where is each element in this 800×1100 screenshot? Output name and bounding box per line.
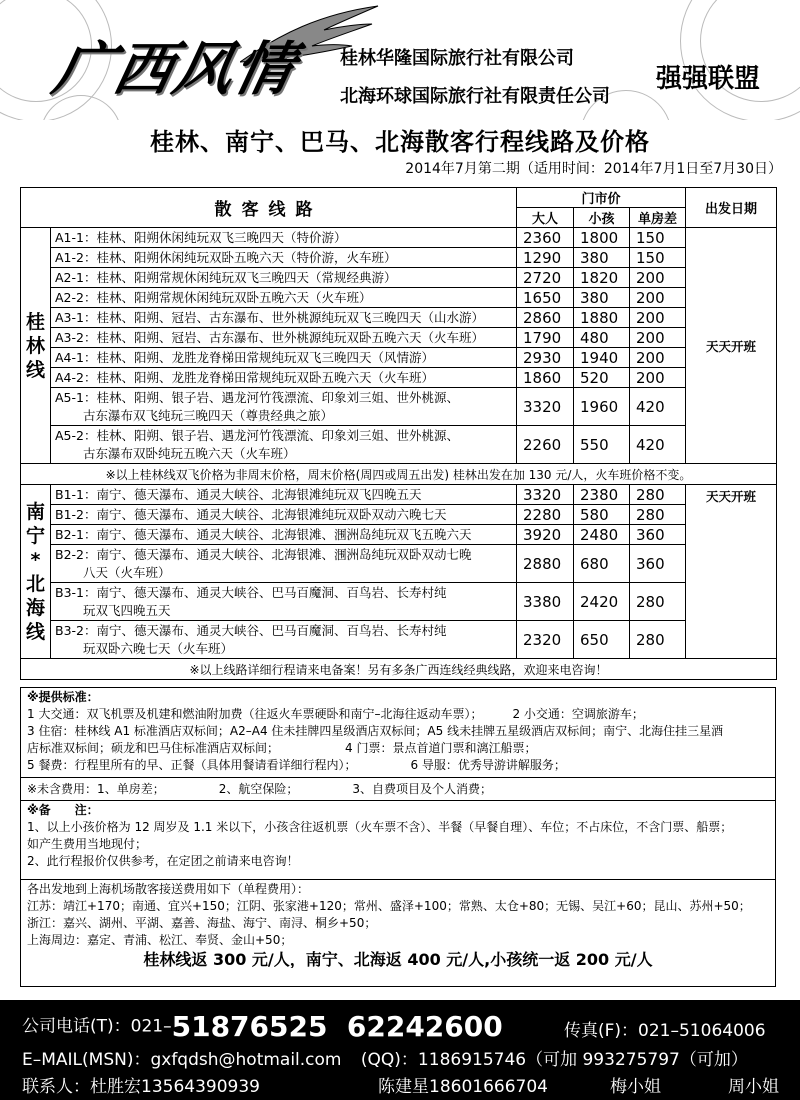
transfer-line: 上海周边：嘉定、青浦、松江、奉贤、金山+50； — [27, 933, 293, 947]
route-name: A4-1：桂林、阳朔、龙胜龙脊梯田常规纯玩双飞三晚四天（风情游） — [51, 348, 517, 368]
route-line-2: 八天（火车班） — [83, 564, 171, 580]
route-line-1: B2-2：南宁、德天瀑布、通灵大峡谷、北海银滩、涠洲岛纯玩双卧双动七晚 — [55, 546, 472, 562]
adult-price: 2360 — [517, 228, 574, 248]
transfer-total: 桂林线返 300 元/人，南宁、北海返 400 元/人,小孩统一返 200 元/人 — [143, 951, 653, 968]
table-row — [21, 328, 777, 348]
route-name: A1-1：桂林、阳朔休闲纯玩双飞三晚四天（特价游） — [51, 228, 517, 248]
child-header: 小孩 — [574, 208, 630, 228]
single-room-price: 200 — [630, 328, 686, 348]
standards-line: 1 大交通：双飞机票及机建和燃油附加费（往返火车票硬卧和南宁–北海往返动车票）； 2 小交通：空调旅游车； — [27, 707, 644, 721]
adult-price: 2280 — [517, 505, 574, 525]
contact-footer — [0, 1000, 800, 1100]
region-label-nanning — [21, 485, 51, 659]
logo-text: 广西风情 — [47, 35, 303, 103]
region-name: 南宁* — [26, 500, 46, 571]
child-price: 680 — [574, 545, 630, 583]
adult-price: 2880 — [517, 545, 574, 583]
contact-person-4: 周小姐 — [728, 1077, 779, 1097]
price-group-header: 门市价 — [517, 188, 686, 208]
adult-header: 大人 — [517, 208, 574, 228]
route-name — [51, 583, 517, 621]
company-name-2: 北海环球国际旅行社有限责任公司 — [340, 86, 610, 107]
header — [0, 0, 800, 120]
adult-price: 2320 — [517, 621, 574, 659]
nanning-route-note: ※以上线路详细行程请来电备案！另有多条广西连线经典线路，欢迎来电咨询！ — [21, 659, 777, 680]
route-line-2: 玩双飞四晚五天 — [83, 602, 171, 618]
adult-price: 3320 — [517, 485, 574, 505]
child-price: 380 — [574, 288, 630, 308]
remarks-section — [20, 800, 776, 880]
child-price: 2420 — [574, 583, 630, 621]
single-room-price: 280 — [630, 505, 686, 525]
remarks-title: ※备 注： — [27, 803, 99, 817]
single-room-price: 420 — [630, 426, 686, 464]
email-address[interactable]: E–MAIL(MSN)：gxfqdsh@hotmail.com — [22, 1050, 342, 1070]
adult-price: 2260 — [517, 426, 574, 464]
single-room-price: 360 — [630, 545, 686, 583]
guilin-price-note: ※以上桂林线双飞价格为非周末价格，周末价格(周四或周五出发) 桂林出发在加 130 元/人，火车班价格不变。 — [21, 464, 777, 485]
fax-number[interactable]: 传真(F)：021–51064006 — [564, 1021, 766, 1041]
table-row — [21, 485, 777, 505]
adult-price: 3920 — [517, 525, 574, 545]
route-line-1: B3-2：南宁、德天瀑布、通灵大峡谷、巴马百魔洞、百鸟岩、长寿村纯 — [55, 622, 447, 638]
table-row — [21, 545, 777, 583]
transfer-title: 各出发地到上海机场散客接送费用如下（单程费用）： — [27, 882, 310, 896]
exclusions-text: ※未含费用：1、单房差； 2、航空保险； 3、自费项目及个人消费； — [27, 782, 492, 796]
adult-price: 3380 — [517, 583, 574, 621]
adult-price: 2860 — [517, 308, 574, 328]
single-room-price: 420 — [630, 388, 686, 426]
table-row — [21, 426, 777, 464]
adult-price: 1860 — [517, 368, 574, 388]
single-room-price: 200 — [630, 368, 686, 388]
child-price: 650 — [574, 621, 630, 659]
child-price: 2380 — [574, 485, 630, 505]
child-price: 480 — [574, 328, 630, 348]
standards-line: 店标准双标间；硕龙和巴马住标准酒店双标间； 4 门票：景点首道门票和漓江船票； — [27, 741, 537, 755]
table-row — [21, 268, 777, 288]
route-name — [51, 545, 517, 583]
transfer-line: 浙江：嘉兴、湖州、平湖、嘉善、海盐、海宁、南浔、桐乡+50； — [27, 916, 377, 930]
adult-price: 3320 — [517, 388, 574, 426]
region-name: 北海线 — [26, 572, 46, 643]
transfer-line: 江苏：靖江+170；南通、宜兴+150；江阴、张家港+120；常州、盛泽+100；常熟、太仓+80；无锡、吴江+60；昆山、苏州+50； — [27, 899, 751, 913]
contact-person-1: 联系人：杜胜宏13564390939 — [22, 1077, 260, 1097]
standards-line: 3 住宿：桂林线 A1 标准酒店双标间；A2–A4 住未挂牌四星级酒店双标间；A5 线未挂牌五星级酒店双标间；南宁、北海住挂三星酒 — [27, 724, 724, 738]
qq-number[interactable]: (QQ)：1186915746（可加 993275797（可加） — [360, 1050, 748, 1070]
email-line — [22, 1045, 748, 1070]
phone-number-2[interactable]: 62242600 — [346, 1010, 503, 1043]
region-name: 桂林线 — [26, 310, 46, 381]
table-row — [21, 288, 777, 308]
standards-title: ※提供标准： — [27, 690, 99, 704]
single-room-price: 280 — [630, 621, 686, 659]
phone-label: 公司电话(T)：021– — [22, 1016, 172, 1037]
table-row — [21, 659, 777, 680]
route-name: A3-2：桂林、阳朔、冠岩、古东瀑布、世外桃源纯玩双卧五晚六天（火车班） — [51, 328, 517, 348]
route-header: 散客线路 — [21, 188, 517, 228]
departure-header: 出发日期 — [686, 188, 777, 228]
company-name-1: 桂林华隆国际旅行社有限公司 — [340, 48, 574, 69]
remarks-line: 1、以上小孩价格为 12 周岁及 1.1 米以下，小孩含往返机票（火车票不含）、半餐（早餐自理）、车位；不占床位，不含门票、船票； — [27, 820, 733, 834]
table-row — [21, 621, 777, 659]
route-name: A1-2：桂林、阳朔休闲纯玩双卧五晚六天（特价游，火车班） — [51, 248, 517, 268]
departure-nanning: 天天开班 — [686, 485, 777, 659]
contact-person-3: 梅小姐 — [610, 1077, 661, 1097]
child-price: 520 — [574, 368, 630, 388]
region-label-guilin — [21, 228, 51, 464]
single-room-price: 200 — [630, 308, 686, 328]
remarks-line: 2、此行程报价仅供参考，在定团之前请来电咨询！ — [27, 854, 299, 868]
single-room-price: 200 — [630, 348, 686, 368]
route-name: A2-2：桂林、阳朔常规休闲纯玩双卧五晚六天（火车班） — [51, 288, 517, 308]
transfer-section — [20, 879, 776, 987]
single-room-header: 单房差 — [630, 208, 686, 228]
adult-price: 2720 — [517, 268, 574, 288]
child-price: 2480 — [574, 525, 630, 545]
single-room-price: 200 — [630, 288, 686, 308]
route-name: A3-1：桂林、阳朔、冠岩、古东瀑布、世外桃源纯玩双飞三晚四天（山水游） — [51, 308, 517, 328]
remarks-line: 如产生费用当地现付； — [27, 837, 148, 851]
route-line-2: 古东瀑布双飞纯玩三晚四天（尊贵经典之旅） — [83, 407, 334, 423]
adult-price: 1650 — [517, 288, 574, 308]
adult-price: 2930 — [517, 348, 574, 368]
table-row — [21, 525, 777, 545]
adult-price: 1790 — [517, 328, 574, 348]
standards-line: 5 餐费：行程里所有的早、正餐（具体用餐请看详细行程内）； 6 导服：优秀导游讲解服务； — [27, 758, 566, 772]
route-line-1: A5-2：桂林、阳朔、银子岩、遇龙河竹筏漂流、印象刘三姐、世外桃源、 — [55, 427, 459, 443]
standards-section — [20, 687, 776, 778]
alliance-label: 强强联盟 — [656, 64, 761, 94]
child-price: 1960 — [574, 388, 630, 426]
phone-number-1[interactable]: 51876525 — [171, 1010, 328, 1043]
table-row — [21, 464, 777, 485]
route-name: B2-1：南宁、德天瀑布、通灵大峡谷、北海银滩、涠洲岛纯玩双飞五晚六天 — [51, 525, 517, 545]
table-row — [21, 368, 777, 388]
table-row — [21, 248, 777, 268]
single-room-price: 200 — [630, 268, 686, 288]
route-line-1: B3-1：南宁、德天瀑布、通灵大峡谷、巴马百魔洞、百鸟岩、长寿村纯 — [55, 584, 447, 600]
route-name: A4-2：桂林、阳朔、龙胜龙脊梯田常规纯玩双卧五晚六天（火车班） — [51, 368, 517, 388]
single-room-price: 360 — [630, 525, 686, 545]
child-price: 380 — [574, 248, 630, 268]
table-row — [21, 348, 777, 368]
route-line-2: 古东瀑布双卧纯玩五晚六天（火车班） — [83, 445, 296, 461]
adult-price: 1290 — [517, 248, 574, 268]
route-name — [51, 388, 517, 426]
route-name — [51, 621, 517, 659]
table-row — [21, 583, 777, 621]
departure-guilin: 天天开班 — [686, 228, 777, 464]
route-name: A2-1：桂林、阳朔常规休闲纯玩双飞三晚四天（常规经典游） — [51, 268, 517, 288]
page-title: 桂林、南宁、巴马、北海散客行程线路及价格 — [150, 128, 650, 156]
exclusions-section — [20, 777, 776, 801]
table-row — [21, 228, 777, 248]
single-room-price: 280 — [630, 485, 686, 505]
table-row — [21, 388, 777, 426]
phone-line — [22, 1010, 766, 1043]
route-name: B1-2：南宁、德天瀑布、通灵大峡谷、北海银滩纯玩双卧双动六晚七天 — [51, 505, 517, 525]
route-name: B1-1：南宁、德天瀑布、通灵大峡谷、北海银滩纯玩双飞四晚五天 — [51, 485, 517, 505]
child-price: 550 — [574, 426, 630, 464]
contact-line — [22, 1072, 782, 1097]
child-price: 1940 — [574, 348, 630, 368]
table-row — [21, 505, 777, 525]
route-line-2: 玩双卧六晚七天（火车班） — [83, 640, 234, 656]
child-price: 1880 — [574, 308, 630, 328]
issue-date-line: 2014年7月第二期（适用时间：2014年7月1日至7月30日） — [405, 161, 782, 177]
route-name — [51, 426, 517, 464]
child-price: 580 — [574, 505, 630, 525]
route-line-1: A5-1：桂林、阳朔、银子岩、遇龙河竹筏漂流、印象刘三姐、世外桃源、 — [55, 389, 459, 405]
contact-person-2: 陈建星18601666704 — [378, 1077, 548, 1097]
single-room-price: 150 — [630, 228, 686, 248]
child-price: 1820 — [574, 268, 630, 288]
single-room-price: 280 — [630, 583, 686, 621]
table-row — [21, 308, 777, 328]
single-room-price: 150 — [630, 248, 686, 268]
price-table — [20, 187, 777, 680]
child-price: 1800 — [574, 228, 630, 248]
